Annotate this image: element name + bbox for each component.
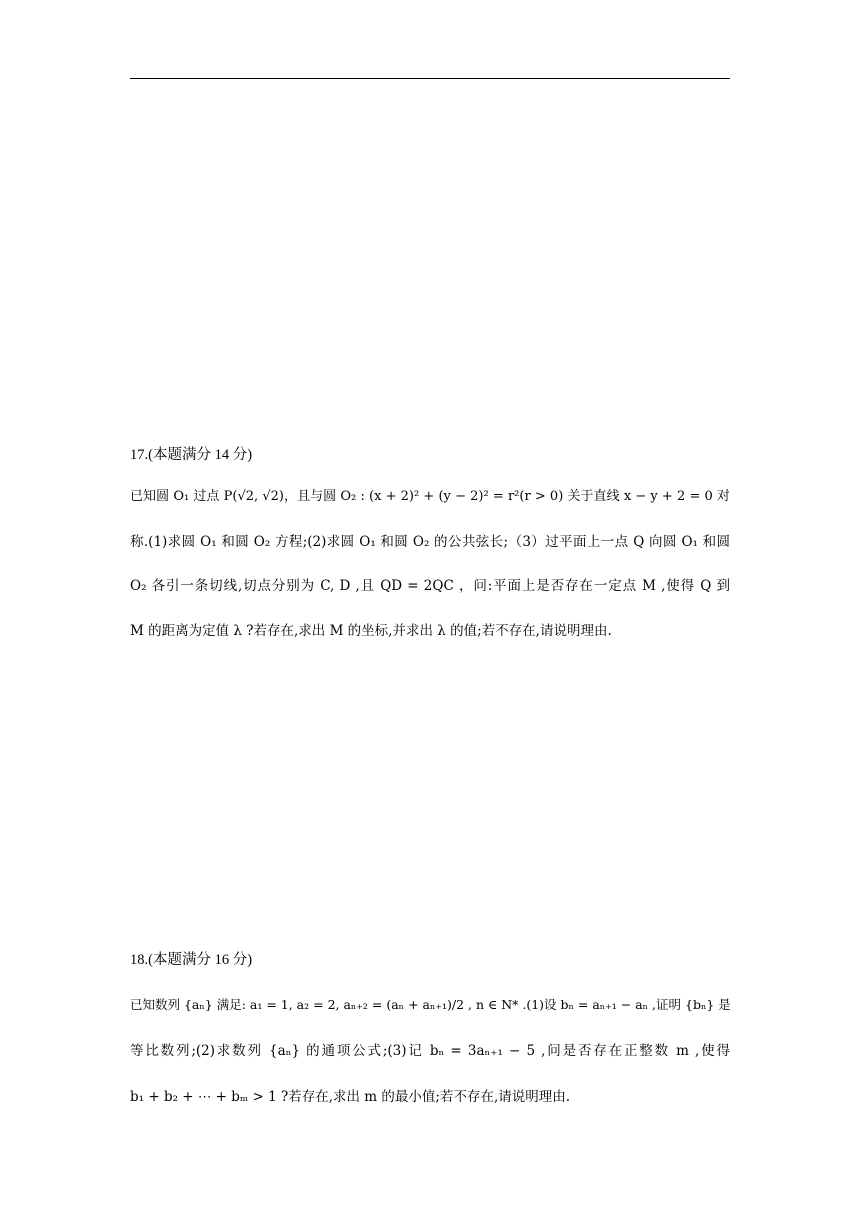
problem-17-heading: 17.(本题满分 14 分)	[130, 447, 253, 463]
problem-17-line-4: M 的距离为定值 λ ?若存在,求出 M 的坐标,并求出 λ 的值;若不存在,请说明理由.	[130, 622, 612, 639]
problem-18-line-2: 等比数列;(2)求数列 {aₙ} 的通项公式;(3)记 bₙ = 3aₙ₊₁ − 5 ,问是否存在正整数 m ,使得	[130, 1043, 730, 1059]
problem-18	[130, 950, 730, 1120]
header-rule	[130, 78, 730, 79]
problem-18-heading: 18.(本题满分 16 分)	[130, 952, 253, 968]
problem-17-line-1: 已知圆 O₁ 过点 P(√2, √2)，且与圆 O₂ : (x + 2)² + (y − 2)² = r²(r > 0) 关于直线 x − y + 2 = 0 对	[130, 489, 730, 504]
problem-18-line-1: 已知数列 {aₙ} 满足: a₁ = 1, a₂ = 2, aₙ₊₂ = (aₙ + aₙ₊₁)/2 , n ∈ N* .(1)设 bₙ = aₙ₊₁ − aₙ ,证明 {bₙ} 是	[130, 997, 731, 1012]
problem-18-line-3: b₁ + b₂ + ⋯ + bₘ > 1 ?若存在,求出 m 的最小值;若不存在,请说明理由.	[130, 1089, 571, 1105]
problem-17-line-3: O₂ 各引一条切线,切点分别为 C, D ,且 QD = 2QC ，问:平面上是否存在一定点 M ,使得 Q 到	[130, 578, 730, 594]
problem-17-line-2: 称.(1)求圆 O₁ 和圆 O₂ 方程;(2)求圆 O₁ 和圆 O₂ 的公共弦长;（3）过平面上一点 Q 向圆 O₁ 和圆	[130, 533, 730, 550]
problem-17	[130, 445, 730, 653]
